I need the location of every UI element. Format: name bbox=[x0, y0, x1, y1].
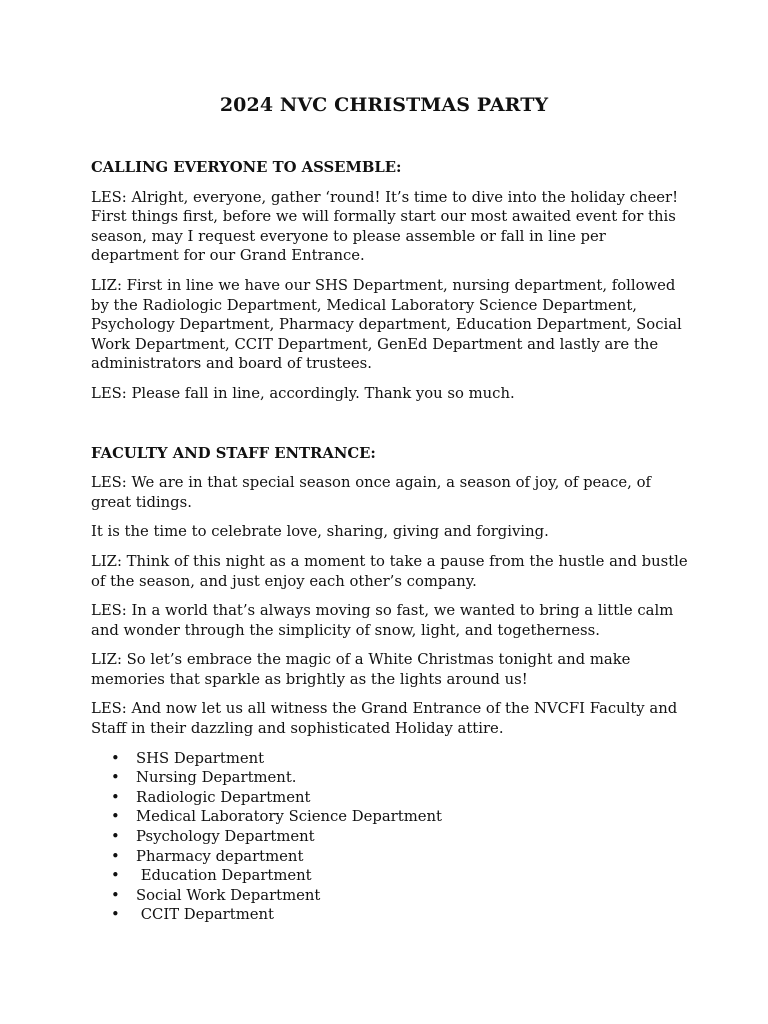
bullet-icon: • bbox=[111, 867, 120, 885]
bullet-icon: • bbox=[111, 808, 120, 826]
document-title: 2024 NVC CHRISTMAS PARTY bbox=[219, 94, 549, 116]
section-spacer bbox=[91, 414, 691, 444]
bullet-icon: • bbox=[111, 906, 120, 924]
list-item bbox=[111, 749, 691, 769]
list-item-label: Psychology Department bbox=[136, 828, 315, 846]
paragraph: LES: We are in that special season once again, a season of joy, of peace, of great tidings. bbox=[91, 474, 651, 511]
paragraph: LIZ: Think of this night as a moment to take a pause from the hustle and bustle of the season, and just enjoy each other’s company. bbox=[91, 552, 688, 590]
paragraph: LES: Alright, everyone, gather ‘round! It’s time to dive into the holiday cheer! First things first, before we will formally start our most awaited event for this season, may I request everyone to please assemble or fall in line per department for our Grand Entrance. bbox=[91, 188, 679, 265]
list-item-label: CCIT Department bbox=[136, 906, 274, 924]
section-heading-assemble: CALLING EVERYONE TO ASSEMBLE: bbox=[91, 159, 402, 176]
department-list bbox=[91, 749, 691, 925]
paragraph: LES: Please fall in line, accordingly. Thank you so much. bbox=[91, 384, 515, 402]
list-item-label: SHS Department bbox=[136, 749, 265, 767]
list-item bbox=[111, 788, 691, 808]
paragraph: LIZ: First in line we have our SHS Department, nursing department, followed by the Radiologic Department, Medical Laboratory Science Department, Psychology Department, Pharmacy department, Education Department, Social Work Department, CCIT Department, GenEd Department and lastly are the administrators and board of trustees. bbox=[91, 276, 682, 373]
list-item bbox=[111, 807, 691, 827]
list-item bbox=[111, 827, 691, 847]
paragraph: LES: And now let us all witness the Grand Entrance of the NVCFI Faculty and Staff in their dazzling and sophisticated Holiday attire. bbox=[91, 700, 678, 738]
paragraph: It is the time to celebrate love, sharing, giving and forgiving. bbox=[91, 523, 549, 541]
bullet-icon: • bbox=[111, 788, 120, 806]
bullet-icon: • bbox=[111, 769, 120, 787]
document-body bbox=[91, 158, 691, 925]
list-item bbox=[111, 886, 691, 906]
list-item-label: Radiologic Department bbox=[136, 788, 311, 806]
paragraph: LIZ: So let’s embrace the magic of a White Christmas tonight and make memories that sparkle as brightly as the lights around us! bbox=[91, 651, 631, 688]
list-item-label: Education Department bbox=[136, 867, 312, 885]
bullet-icon: • bbox=[111, 847, 120, 865]
section-heading-entrance: FACULTY AND STAFF ENTRANCE: bbox=[91, 444, 376, 462]
list-item-label: Nursing Department. bbox=[136, 769, 297, 787]
list-item-label: Pharmacy department bbox=[136, 847, 304, 865]
paragraph: LES: In a world that’s always moving so fast, we wanted to bring a little calm and wonder through the simplicity of snow, light, and togetherness. bbox=[91, 602, 674, 639]
bullet-icon: • bbox=[111, 828, 120, 846]
list-item bbox=[111, 768, 691, 788]
list-item bbox=[111, 905, 691, 925]
bullet-icon: • bbox=[111, 749, 120, 767]
bullet-icon: • bbox=[111, 886, 120, 904]
list-item bbox=[111, 847, 691, 867]
list-item-label: Social Work Department bbox=[136, 886, 321, 904]
list-item-label: Medical Laboratory Science Department bbox=[136, 808, 442, 826]
list-item bbox=[111, 866, 691, 886]
